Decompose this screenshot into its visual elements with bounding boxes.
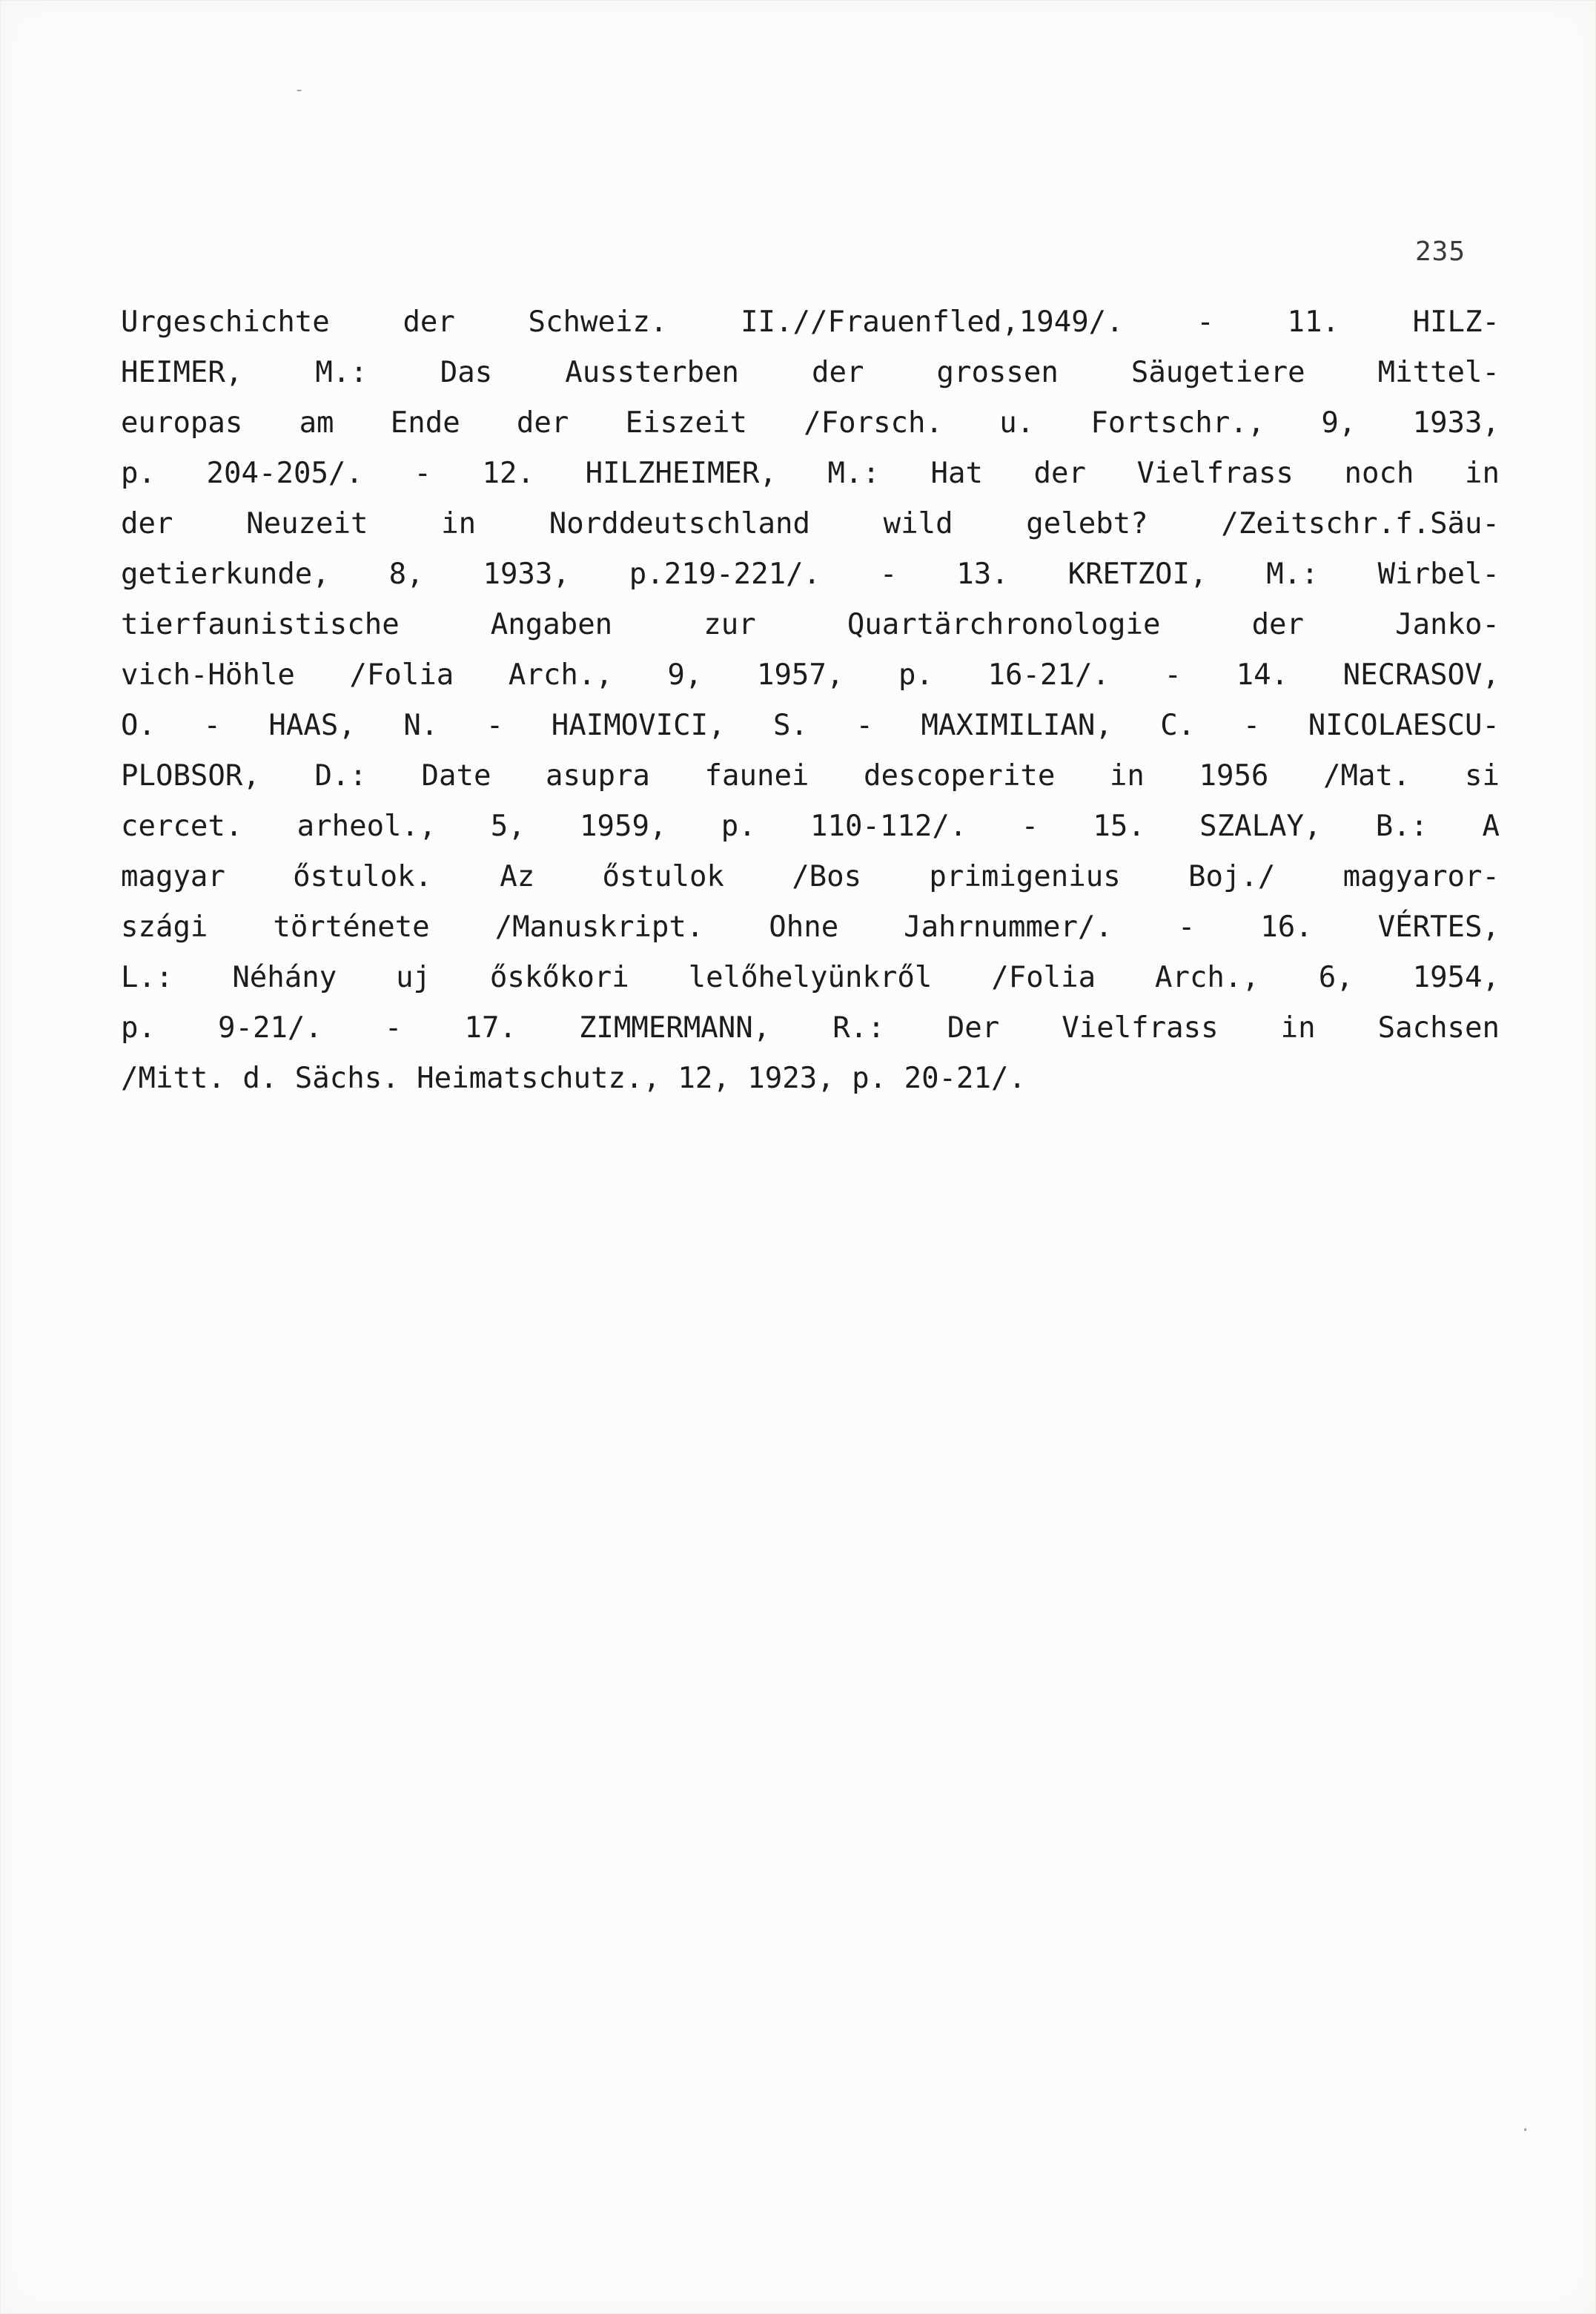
text-line: /Mitt. d. Sächs. Heimatschutz., 12, 1923, p. 20-21/. [121, 1062, 1026, 1095]
text-line: HEIMER, M.: Das Aussterben der grossen Säugetiere Mittel- [121, 356, 1500, 389]
text-line: szági története /Manuskript. Ohne Jahrnummer/. - 16. VÉRTES, [121, 910, 1500, 944]
text-line: cercet. arheol., 5, 1959, p. 110-112/. - 15. SZALAY, B.: A [121, 810, 1500, 843]
text-line: tierfaunistische Angaben zur Quartärchronologie der Janko- [121, 608, 1500, 641]
text-line: Urgeschichte der Schweiz. II.//Frauenfled,1949/. - 11. HILZ- [121, 305, 1500, 339]
ink-speck: · [1520, 2121, 1531, 2140]
text-line: europas am Ende der Eiszeit /Forsch. u. Fortschr., 9, 1933, [121, 406, 1500, 440]
text-line: O. - HAAS, N. - HAIMOVICI, S. - MAXIMILIAN, C. - NICOLAESCU- [121, 709, 1500, 742]
text-line: getierkunde, 8, 1933, p.219-221/. - 13. KRETZOI, M.: Wirbel- [121, 558, 1500, 591]
text-line: p. 204-205/. - 12. HILZHEIMER, M.: Hat der Vielfrass noch in [121, 457, 1500, 490]
text-line: L.: Néhány uj őskőkori lelőhelyünkről /Folia Arch., 6, 1954, [121, 961, 1500, 994]
ink-speck: ‐ [294, 81, 305, 99]
text-line: vich-Höhle /Folia Arch., 9, 1957, p. 16-21/. - 14. NECRASOV, [121, 658, 1500, 692]
text-line: p. 9-21/. - 17. ZIMMERMANN, R.: Der Vielfrass in Sachsen [121, 1011, 1500, 1045]
bibliography-text [121, 297, 1500, 1104]
text-line: magyar őstulok. Az őstulok /Bos primigenius Boj./ magyaror- [121, 860, 1500, 893]
text-line: PLOBSOR, D.: Date asupra faunei descoperite in 1956 /Mat. si [121, 759, 1500, 793]
page-number: 235 [1415, 237, 1466, 267]
text-line: der Neuzeit in Norddeutschland wild gelebt? /Zeitschr.f.Säu- [121, 507, 1500, 541]
